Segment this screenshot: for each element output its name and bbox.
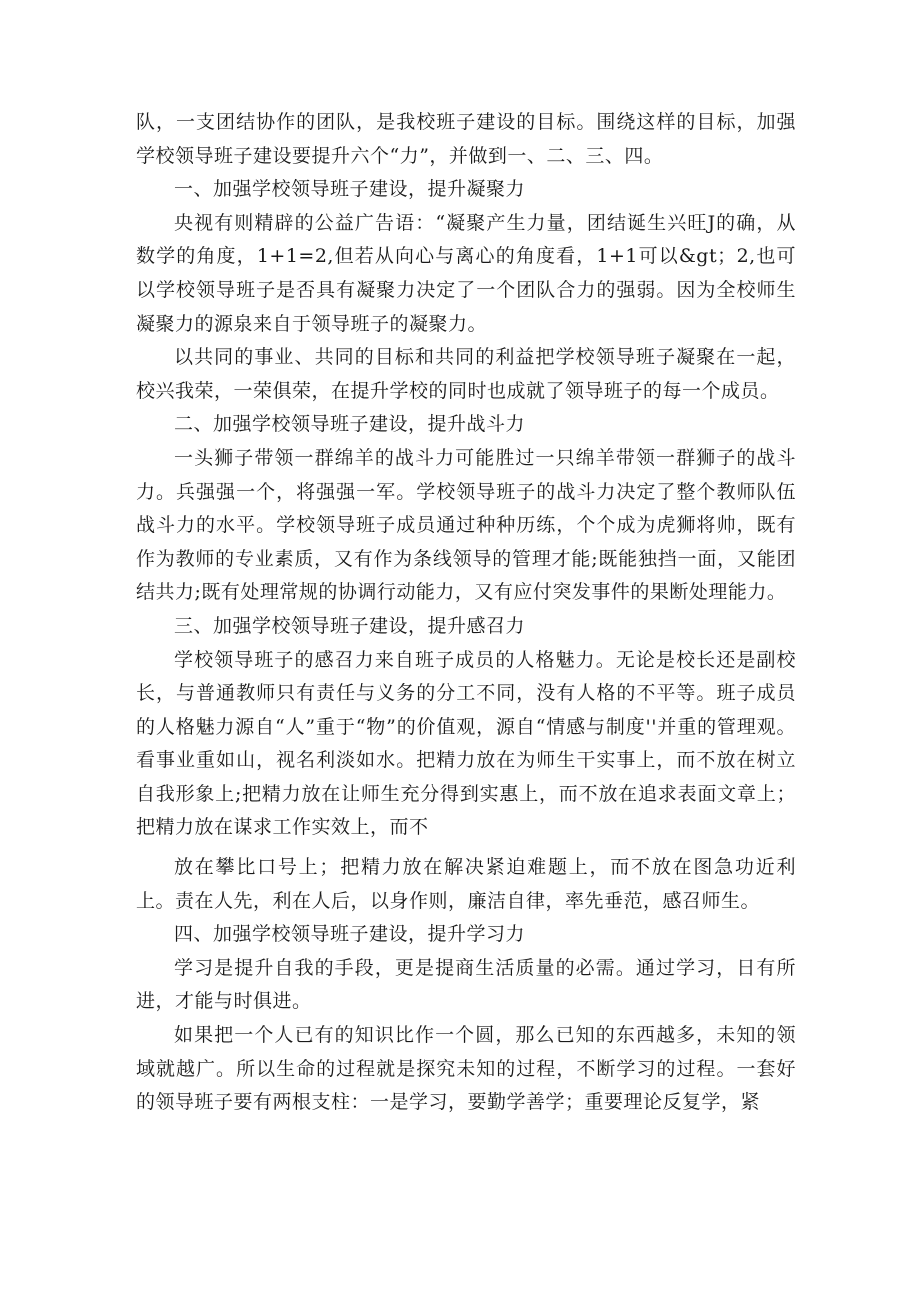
paragraph-cohesion-ad: 央视有则精辟的公益广告语：“凝聚产生力量，团结诞生兴旺J的确，从数学的角度，1+1=2,但若从向心与离心的角度看，1+1可以&gt；2,也可以学校领导班子是否具有凝聚力决定了一个团队合力的强弱。因为全校师生凝聚力的源泉来自于领导班子的凝聚力。 — [136, 211, 796, 335]
paragraph-learning-circle: 如果把一个人已有的知识比作一个圆，那么已知的东西越多，未知的领域就越广。所以生命的过程就是探究未知的过程，不断学习的过程。一套好的领导班子要有两根支柱：一是学习，要勤学善学；重要理论反复学，紧 — [136, 1024, 796, 1114]
paragraph-appeal-continued: 放在攀比口号上；把精力放在解决紧迫难题上，而不放在图急功近利上。责在人先，利在人后，以身作则，廉洁自律，率先垂范，感召师生。 — [136, 856, 796, 912]
section-heading-learning: 四、加强学校领导班子建设，提升学习力 — [174, 923, 526, 946]
paragraph-cohesion-common: 以共同的事业、共同的目标和共同的利益把学校领导班子凝聚在一起，校兴我荣，一荣俱荣，在提升学校的同时也成就了领导班子的每一个成员。 — [136, 346, 796, 402]
paragraph-learning: 学习是提升自我的手段，更是提商生活质量的必需。通过学习，日有所进，才能与时俱进。 — [136, 956, 796, 1013]
document-body — [136, 106, 796, 1120]
paragraph-intro: 队，一支团结协作的团队，是我校班子建设的目标。围绕这样的目标，加强学校领导班子建设要提升六个“力”，并做到一、二、三、四。 — [136, 111, 796, 167]
section-heading-cohesion: 一、加强学校领导班子建设，提升凝聚力 — [174, 178, 526, 201]
section-heading-combat: 二、加强学校领导班子建设，提升战斗力 — [174, 413, 526, 436]
paragraph-appeal: 学校领导班子的感召力来自班子成员的人格魅力。无论是校长还是副校长，与普通教师只有责任与义务的分工不同，没有人格的不平等。班子成员的人格魅力源自“人”重于“物”的价值观，源自“情感与制度''并重的管理观。看事业重如山，视名利淡如水。把精力放在为师生干实事上，而不放在树立自我形象上;把精力放在让师生充分得到实惠上，而不放在追求表面文章上；把精力放在谋求工作实效上，而不 — [136, 648, 796, 839]
paragraph-combat: 一头狮子带领一群绵羊的战斗力可能胜过一只绵羊带领一群狮子的战斗力。兵强强一个，将强强一军。学校领导班子的战斗力决定了整个教师队伍战斗力的水平。学校领导班子成员通过种种历练，个个成为虎狮将帅，既有作为教师的专业素质，又有作为条线领导的管理才能;既能独挡一面，又能团结共力;既有处理常规的协调行动能力，又有应付突发事件的果断处理能力。 — [136, 446, 796, 604]
section-heading-appeal: 三、加强学校领导班子建设，提升感召力 — [174, 614, 526, 637]
